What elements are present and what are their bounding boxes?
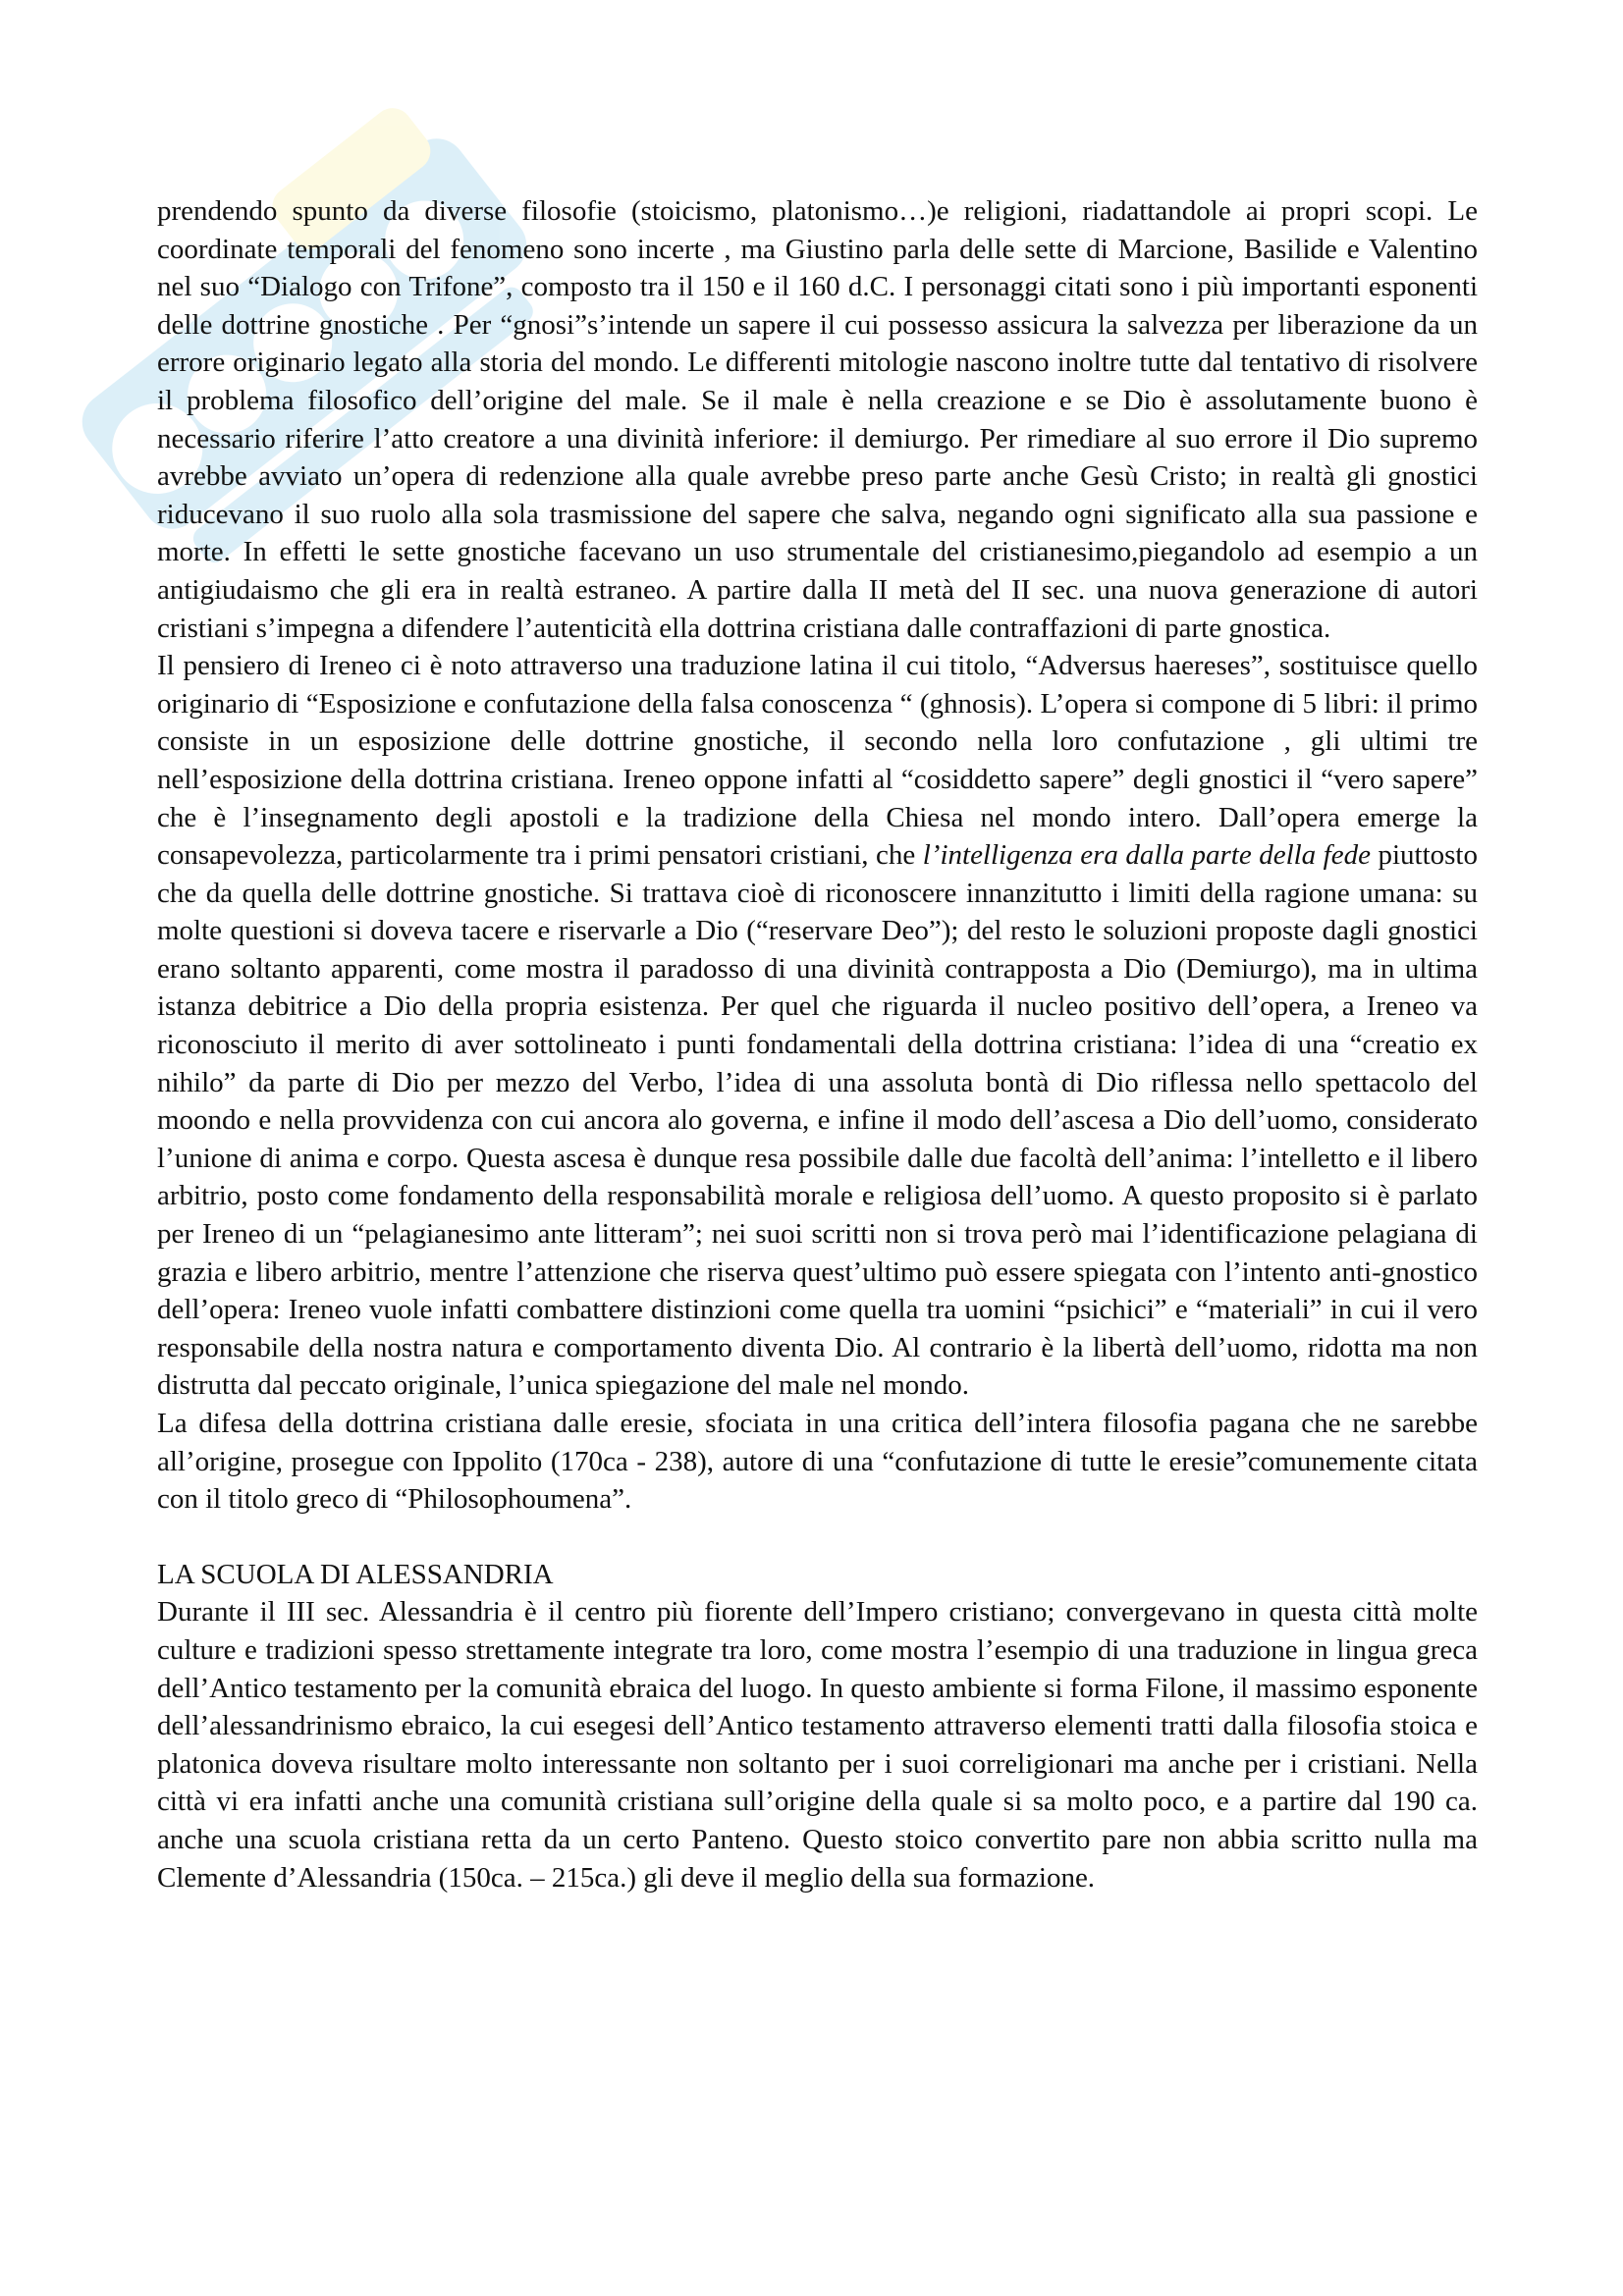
paragraph-ireneo-part-1: Il pensiero di Ireneo ci è noto attraverso una traduzione latina il cui titolo, “Adversus haereses”, sostituisce quello originario di “Esposizione e confutazione della falsa conoscenza “ (ghnosis). L’opera si compone di 5 libri: il primo consiste in un esposizione delle dottrine gnostiche, il secondo nella loro confutazione , gli ultimi tre nell’esposizione della dottrina cristiana. Ireneo oppone infatti al “cosiddetto sapere” degli gnostici il “vero sapere” che è l’insegnamento degli apostoli e la tradizione della Chiesa nel mondo intero. Dall’opera emerge la consapevolezza, particolarmente tra i primi pensatori cristiani, che	[157, 650, 1478, 872]
paragraph-ippolito: La difesa della dottrina cristiana dalle eresie, sfociata in una critica dell’intera filosofia pagana che ne sarebbe all’origine, prosegue con Ippolito (170ca - 238), autore di una “confutazione di tutte le eresie”comunemente citata con il titolo greco di “Philosophoumena”.	[157, 1408, 1478, 1516]
section-heading: LA SCUOLA DI ALESSANDRIA	[157, 1558, 554, 1590]
paragraph-alessandria: Durante il III sec. Alessandria è il centro più fiorente dell’Impero cristiano; convergevano in questa città molte culture e tradizioni spesso strettamente integrate tra loro, come mostra l’esempio di una traduzione in lingua greca dell’Antico testamento per la comunità ebraica del luogo. In questo ambiente si forma Filone, il massimo esponente dell’alessandrinismo ebraico, la cui esegesi dell’Antico testamento attraverso elementi tratti dalla filosofia stoica e platonica doveva risultare molto interessante non soltanto per i suoi correligionari ma anche per i cristiani. Nella città vi era infatti anche una comunità cristiana sull’origine della quale si sa molto poco, e a partire dal 190 ca. anche una scuola cristiana retta da un certo Panteno. Questo stoico convertito pare non abbia scritto nulla ma Clemente d’Alessandria (150ca. – 215ca.) gli deve il meglio della sua formazione.	[157, 1596, 1478, 1894]
paragraph-gnosticism: prendendo spunto da diverse filosofie (stoicismo, platonismo…)e religioni, riadattandole ai propri scopi. Le coordinate temporali del fenomeno sono incerte , ma Giustino parla delle sette di Marcione, Basilide e Valentino nel suo “Dialogo con Trifone”, composto tra il 150 e il 160 d.C. I personaggi citati sono i più importanti esponenti delle dottrine gnostiche . Per “gnosi”s’intende un sapere il cui possesso assicura la salvezza per liberazione da un errore originario legato alla storia del mondo. Le differenti mitologie nascono inoltre tutte dal tentativo di risolvere il problema filosofico dell’origine del male. Se il male è nella creazione e se Dio è assolutamente buono è necessario riferire l’atto creatore a una divinità inferiore: il demiurgo. Per rimediare al suo errore il Dio supremo avrebbe avviato un’opera di redenzione alla quale avrebbe preso parte anche Gesù Cristo; in realtà gli gnostici riducevano il suo ruolo alla sola trasmissione del sapere che salva, negando ogni significato alla sua passione e morte. In effetti le sette gnostiche facevano un uso strumentale del cristianesimo,piegandolo ad esempio a un antigiudaismo che gli era in realtà estraneo. A partire dalla II metà del II sec. una nuova generazione di autori cristiani s’impegna a difendere l’autenticità ella dottrina cristiana dalle contraffazioni di parte gnostica.	[157, 195, 1478, 644]
document-page	[157, 192, 1478, 1896]
paragraph-ireneo-italic: l’intelligenza era dalla parte della fede	[922, 839, 1371, 872]
paragraph-ireneo	[157, 647, 1478, 1405]
paragraph-ireneo-part-2: piuttosto che da quella delle dottrine gnostiche. Si trattava cioè di riconoscere innanzitutto i limiti della ragione umana: su molte questioni si doveva tacere e riservarle a Dio (“reservare Deo”); del resto le soluzioni proposte dagli gnostici erano soltanto apparenti, come mostra il paradosso di una divinità contrapposta a Dio (Demiurgo), ma in ultima istanza debitrice a Dio della propria esistenza. Per quel che riguarda il nucleo positivo dell’opera, a Ireneo va riconosciuto il merito di aver sottolineato i punti fondamentali della dottrina cristiana: l’idea di una “creatio ex nihilo” da parte di Dio per mezzo del Verbo, l’idea di una assoluta bontà di Dio riflessa nello spettacolo del moondo e nella provvidenza con cui ancora alo governa, e infine il modo dell’ascesa a Dio dell’uomo, considerato l’unione di anima e corpo. Questa ascesa è dunque resa possibile dalle due facoltà dell’anima: l’intelletto e il libero arbitrio, posto come fondamento della responsabilità morale e religiosa dell’uomo. A questo proposito si è parlato per Ireneo di un “pelagianesimo ante litteram”; nei suoi scritti non si trova però mai l’identificazione pelagiana di grazia e libero arbitrio, mentre l’attenzione che riserva quest’ultimo può essere spiegata con l’intento anti-gnostico dell’opera: Ireneo vuole infatti combattere distinzioni come quella tra uomini “psichici” e “materiali” in cui il vero responsabile della nostra natura e comportamento diventa Dio. Al contrario è la libertà dell’uomo, ridotta ma non distrutta dal peccato originale, l’unica spiegazione del male nel mondo.	[157, 839, 1478, 1402]
